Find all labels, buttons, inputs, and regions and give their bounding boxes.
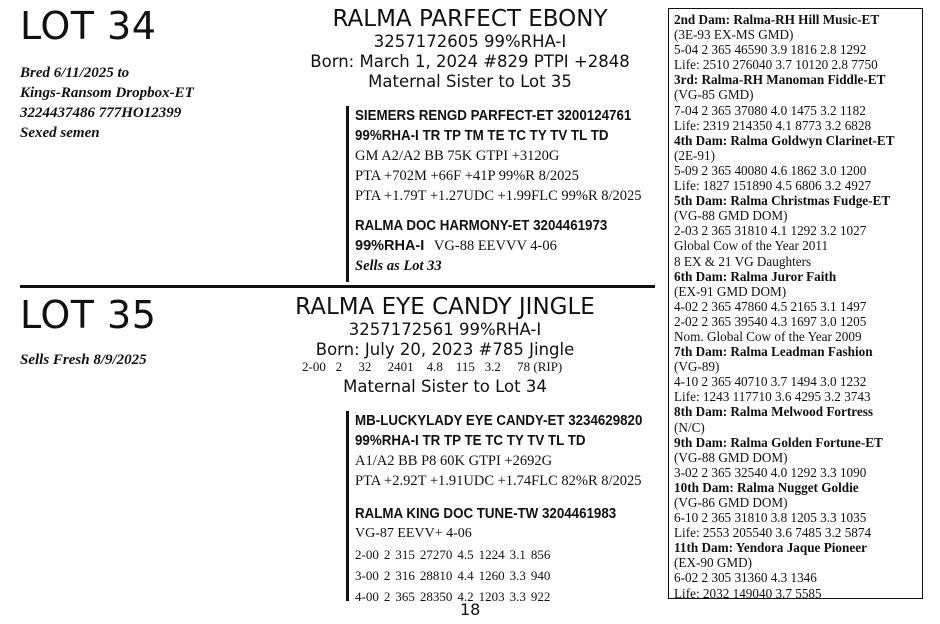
table-row: [355, 565, 555, 586]
table-row: [355, 544, 555, 565]
lot-34-dam-classification-line: [355, 236, 655, 256]
lot-35-sister-wrap: [225, 377, 665, 397]
record-cell: 2-00: [302, 359, 326, 374]
pedigree-detail-line: 7-04 2 365 37080 4.0 1475 3.2 1182: [674, 102, 866, 118]
pedigree-dam-heading: 2nd Dam: Ralma-RH Hill Music-ET: [674, 12, 880, 27]
lot-34-sire-pta-production: PTA +702M +66F +41P 99%R 8/2025: [355, 168, 579, 184]
lot-34-animal-name: RALMA PARFECT EBONY: [332, 6, 608, 32]
lot-35-sire-codes: 99%RHA-I TR TP TE TC TY TV TL TD: [355, 433, 586, 449]
lot-34-pedigree-bracket: [346, 106, 655, 282]
record-cell: 922: [530, 589, 551, 604]
record-cell: 115: [455, 359, 475, 374]
note-line: 3224437486 777HO12399: [20, 105, 182, 121]
lot-35-sire-name: MB-LUCKYLADY EYE CANDY-ET 3234629820: [355, 413, 643, 429]
record-cell: 2: [383, 589, 391, 604]
record-cell: 315: [395, 547, 415, 562]
pedigree-dam-heading: 8th Dam: Ralma Melwood Fortress: [674, 404, 873, 420]
lot-34-sire-name: SIEMERS RENGD PARFECT-ET 3200124761: [355, 108, 632, 124]
pedigree-detail-line: Global Cow of the Year 2011: [674, 238, 829, 254]
page-number: 18: [460, 600, 481, 619]
pedigree-detail-line: (VG-86 GMD DOM): [674, 495, 788, 510]
lot-35-registration: 3257172561 99%RHA-I: [348, 320, 542, 339]
pedigree-detail-line: (VG-89): [674, 359, 720, 375]
lot-34-registration: 3257172605 99%RHA-I: [373, 32, 567, 51]
pedigree-detail-line: 3-02 2 365 32540 4.0 1292 3.3 1090: [674, 464, 867, 480]
pedigree-dam-heading: 6th Dam: Ralma Juror Faith: [674, 268, 837, 284]
lot-34-dam-sells: Sells as Lot 33: [355, 258, 442, 274]
record-cell: 2: [383, 547, 391, 562]
lot-35-animal-name: RALMA EYE CANDY JINGLE: [295, 294, 595, 320]
record-cell: 3.3: [509, 589, 526, 604]
record-cell: 78 (RIP): [517, 359, 563, 374]
pedigree-detail-line: (3E-93 EX-MS GMD): [674, 27, 794, 43]
lot-34-dam-classification: VG-88 EEVVV 4-06: [433, 238, 557, 254]
extended-pedigree-box: [668, 8, 923, 599]
pedigree-dam-heading: 9th Dam: Ralma Golden Fortune-ET: [674, 434, 883, 450]
record-cell: 3.3: [509, 568, 526, 583]
note-line: Sells Fresh 8/9/2025: [20, 352, 147, 368]
lot-35-dam-name: RALMA KING DOC TUNE-TW 3204461983: [355, 506, 617, 522]
pedigree-detail-line: Life: 2319 214350 4.1 8773 3.2 6828: [674, 117, 872, 133]
record-cell: 856: [530, 547, 551, 562]
record-cell: 4-00: [355, 589, 379, 604]
record-cell: 1224: [478, 547, 505, 562]
lot-35-pedigree-bracket: [346, 411, 667, 604]
record-cell: 4.2: [457, 589, 474, 604]
lot-35-animal-header: [225, 294, 665, 360]
record-cell: 3-00: [355, 568, 379, 583]
record-cell: 4.5: [457, 547, 474, 562]
pedigree-detail-line: (VG-88 GMD DOM): [674, 208, 788, 224]
pedigree-detail-line: (N/C): [674, 419, 705, 435]
pedigree-detail-line: (VG-88 GMD DOM): [674, 449, 788, 465]
record-cell: 1260: [478, 568, 505, 583]
record-cell: 3.1: [509, 547, 526, 562]
pedigree-detail-line: (2E-91): [674, 147, 716, 163]
record-cell: 3.2: [484, 359, 501, 374]
lot-35-record: [302, 358, 562, 376]
record-cell: 2: [335, 359, 343, 374]
lot-34-born: Born: March 1, 2024 #829 PTPI +2848: [310, 52, 630, 71]
record-cell: 28350: [419, 589, 453, 604]
lot-35-sister: Maternal Sister to Lot 34: [343, 377, 547, 396]
pedigree-dam-heading: 3rd: Ralma-RH Manoman Fiddle-ET: [674, 72, 886, 88]
pedigree-detail-line: 2-03 2 365 31810 4.1 1292 3.2 1027: [674, 223, 867, 239]
pedigree-detail-line: Life: 2032 149040 3.7 5585: [674, 585, 822, 599]
record-cell: 27270: [419, 547, 453, 562]
lot-34-sire-pta-type: PTA +1.79T +1.27UDC +1.99FLC 99%R 8/2025: [355, 188, 642, 204]
pedigree-detail-line: Nom. Global Cow of the Year 2009: [674, 328, 862, 344]
pedigree-detail-line: 2-02 2 365 39540 4.3 1697 3.0 1205: [674, 313, 867, 329]
pedigree-detail-line: Life: 2553 205540 3.6 7485 3.2 5874: [674, 525, 872, 541]
pedigree-dam-heading: 10th Dam: Ralma Nugget Goldie: [674, 479, 859, 495]
record-cell: 940: [530, 568, 551, 583]
pedigree-detail-line: 6-10 2 365 31810 3.8 1205 3.3 1035: [674, 510, 867, 526]
lot-35-notes: [20, 350, 147, 370]
pedigree-dam-heading: 7th Dam: Ralma Leadman Fashion: [674, 344, 873, 360]
lot-35-sire-genomics: A1/A2 BB P8 60K GTPI +2692G: [355, 453, 553, 469]
lot-34-sire-genomics: GM A2/A2 BB 75K GTPI +3120G: [355, 148, 560, 164]
record-cell: 2: [383, 568, 391, 583]
lot-34-animal-header: [250, 6, 690, 92]
record-cell: 28810: [419, 568, 453, 583]
pedigree-detail-line: 5-09 2 365 40080 4.6 1862 3.0 1200: [674, 162, 867, 178]
pedigree-detail-line: 5-04 2 365 46590 3.9 1816 2.8 1292: [674, 42, 867, 58]
pedigree-detail-line: (EX-90 GMD): [674, 555, 753, 571]
record-cell: 4.4: [457, 568, 474, 583]
note-line: Sexed semen: [20, 125, 100, 141]
lot-35-dam-classification: VG-87 EEVV+ 4-06: [355, 526, 472, 541]
lot-34-title: LOT 34: [20, 4, 157, 48]
pedigree-detail-line: Life: 2510 276040 3.7 10120 2.8 7750: [674, 57, 878, 73]
pedigree-detail-line: 4-10 2 365 40710 3.7 1494 3.0 1232: [674, 374, 867, 390]
lot-34-breeding-notes: [20, 63, 194, 143]
record-cell: 4.8: [426, 359, 443, 374]
lot-34-dam-name: RALMA DOC HARMONY-ET 3204461973: [355, 218, 608, 234]
pedigree-dam-heading: 11th Dam: Yendora Jaque Pioneer: [674, 540, 867, 556]
lot-34-sister: Maternal Sister to Lot 35: [368, 72, 572, 91]
pedigree-detail-line: 8 EX & 21 VG Daughters: [674, 253, 812, 269]
pedigree-dam-heading: 5th Dam: Ralma Christmas Fudge-ET: [674, 193, 891, 209]
pedigree-detail-line: (EX-91 GMD DOM): [674, 283, 787, 299]
lot-35-dam-records: [355, 544, 555, 607]
note-line: Bred 6/11/2025 to: [20, 65, 130, 81]
lot-35-sire-pta-type: PTA +2.92T +1.91UDC +1.74FLC 82%R 8/2025: [355, 473, 642, 489]
table-row: [355, 586, 555, 607]
record-cell: 365: [395, 589, 415, 604]
lot-35-title: LOT 35: [20, 293, 157, 337]
pedigree-detail-line: Life: 1827 151890 4.5 6806 3.2 4927: [674, 178, 872, 194]
pedigree-dam-heading: 4th Dam: Ralma Goldwyn Clarinet-ET: [674, 132, 895, 148]
lot-34-dam-codes: 99%RHA-I: [355, 238, 425, 254]
pedigree-detail-line: 6-02 2 305 31360 4.3 1346: [674, 570, 817, 586]
pedigree-detail-line: (VG-85 GMD): [674, 87, 754, 103]
pedigree-detail-line: Life: 1243 117710 3.6 4295 3.2 3743: [674, 389, 871, 405]
record-cell: 2-00: [355, 547, 379, 562]
record-cell: 2401: [387, 359, 414, 374]
lot-35-born: Born: July 20, 2023 #785 Jingle: [315, 340, 575, 359]
pedigree-detail-line: 4-02 2 365 47860 4.5 2165 3.1 1497: [674, 298, 867, 314]
note-line: Kings-Ransom Dropbox-ET: [20, 85, 194, 101]
record-cell: 1203: [478, 589, 505, 604]
lot-34-sire-codes: 99%RHA-I TR TP TM TE TC TY TV TL TD: [355, 128, 609, 144]
record-cell: 316: [395, 568, 415, 583]
lot-divider: [20, 285, 655, 288]
record-cell: 32: [358, 359, 372, 374]
